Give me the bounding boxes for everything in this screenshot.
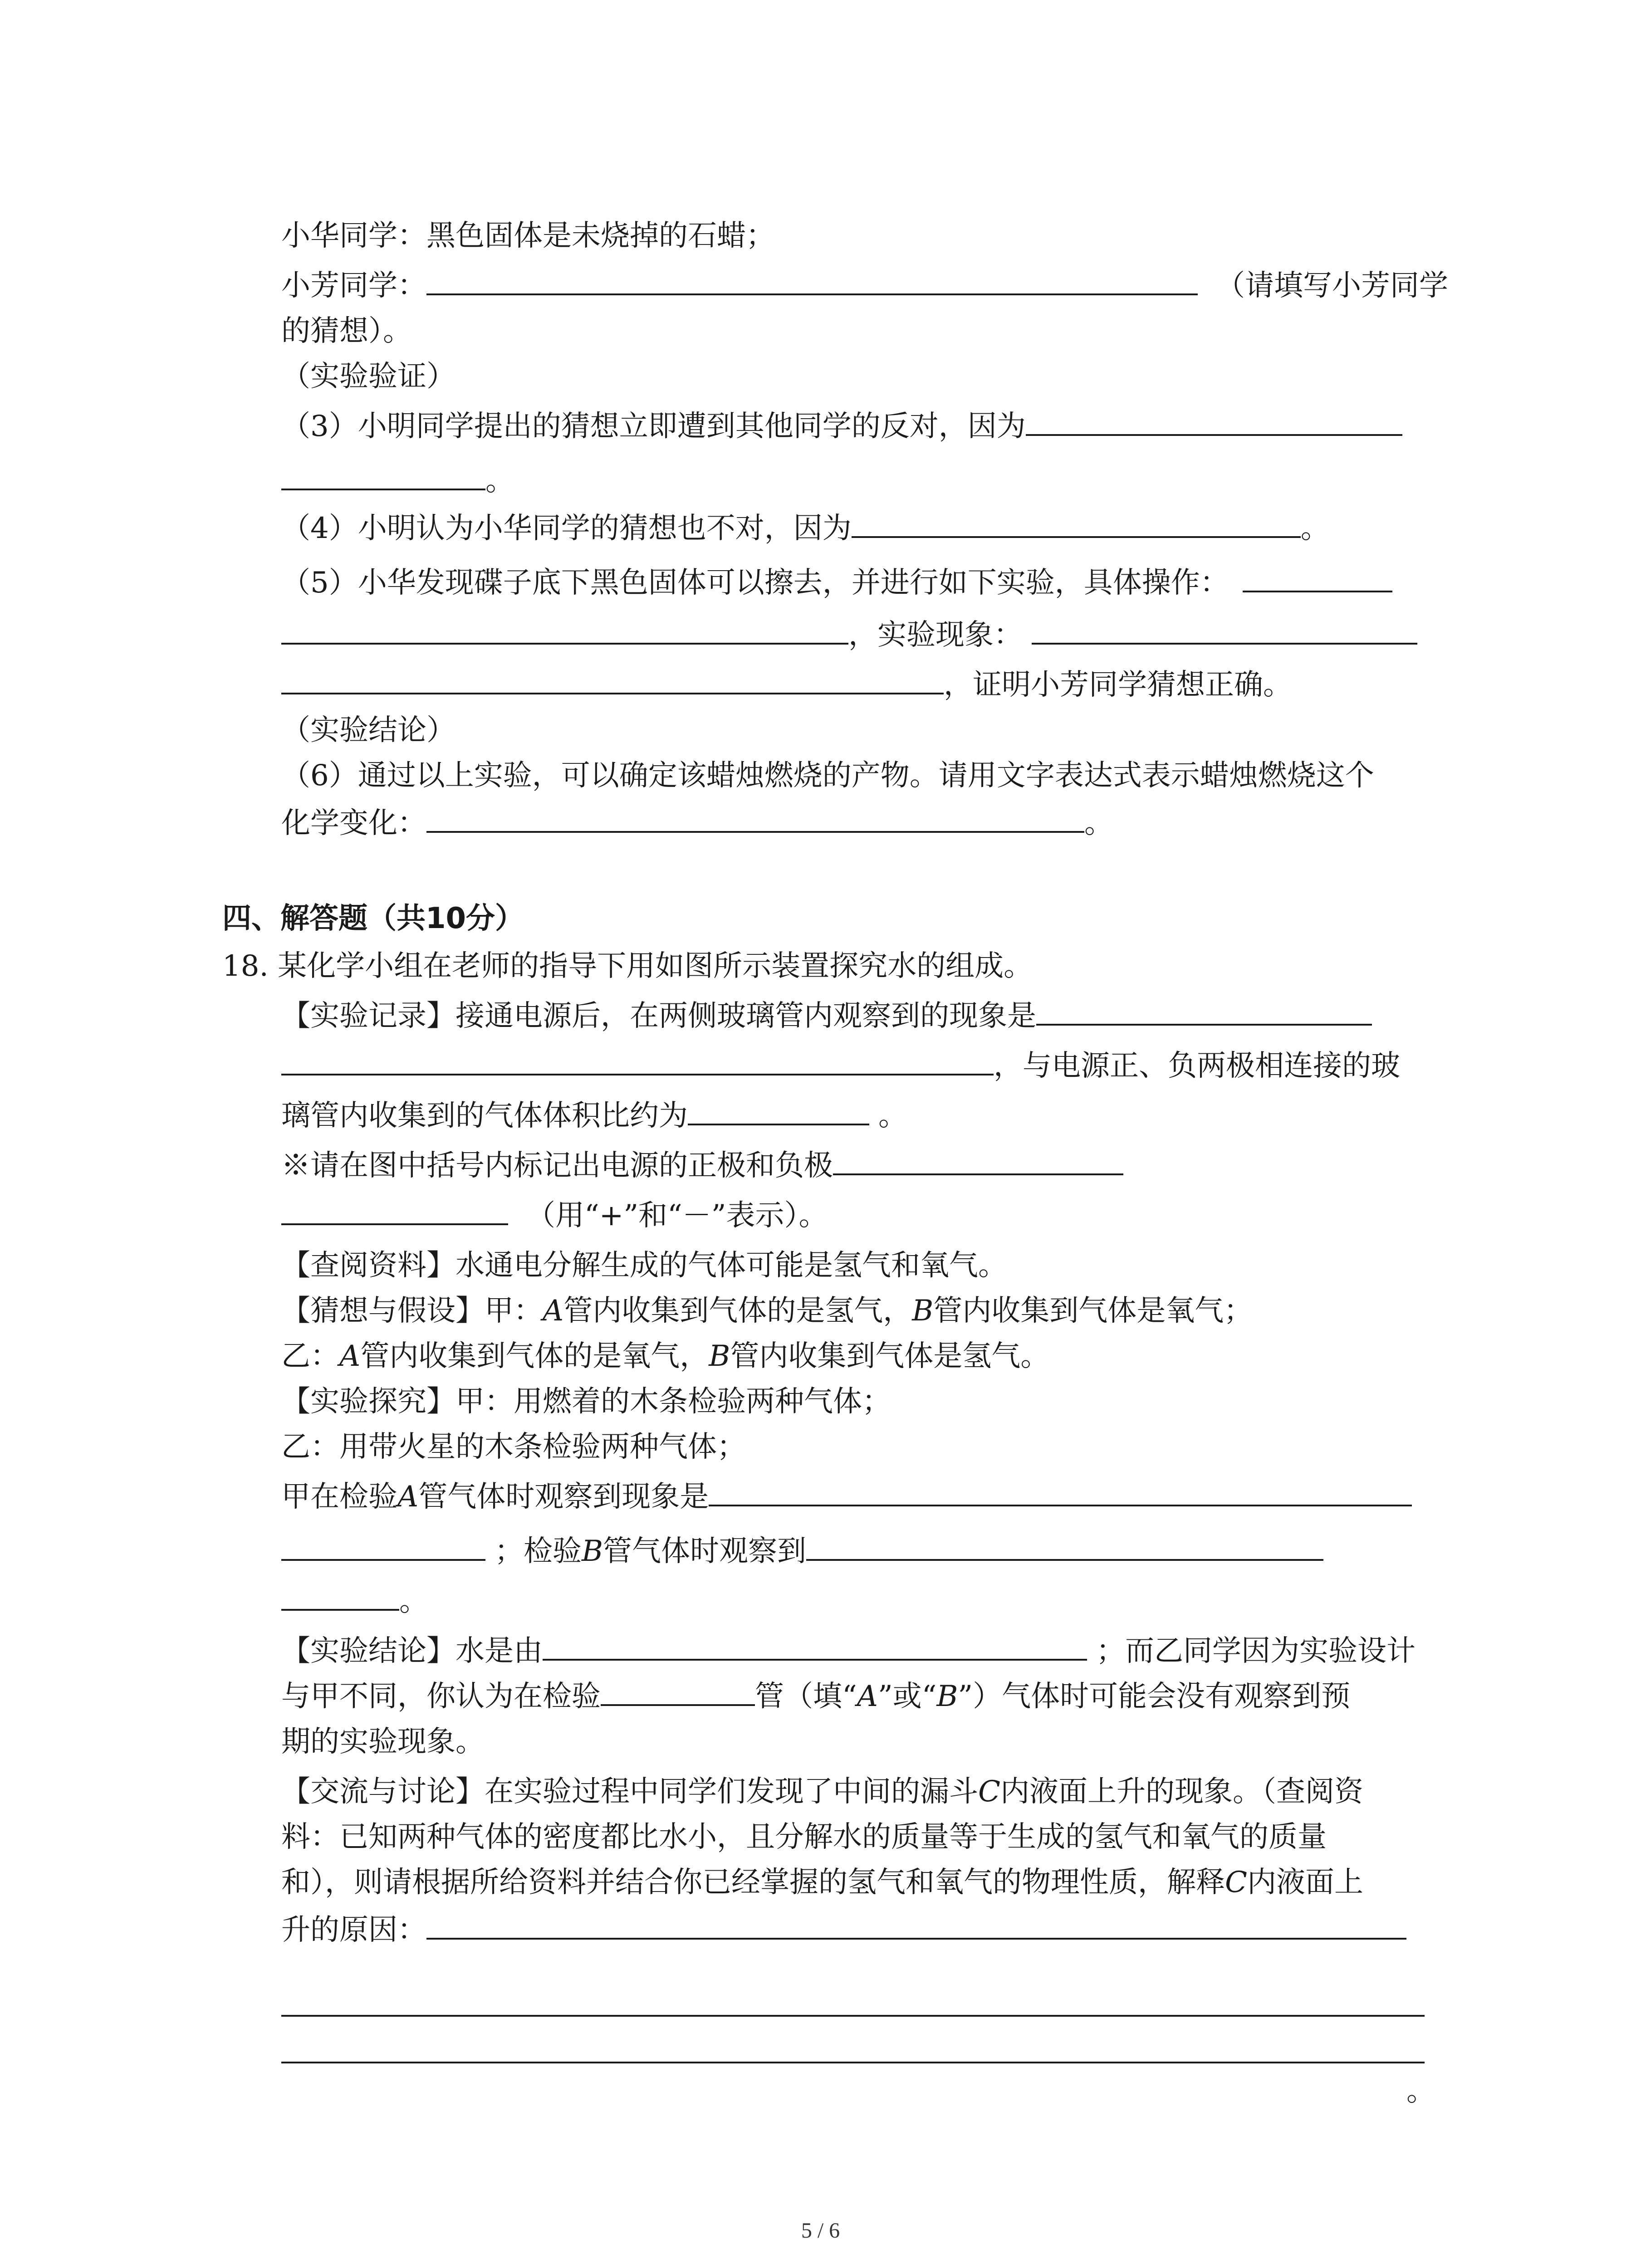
answer-blank-q18-obs-a1[interactable] — [709, 1479, 1412, 1506]
q18-lookup: 【查阅资料】水通电分解生成的气体可能是氢气和氧气。 — [281, 1249, 1007, 1282]
answer-blank-q18-tube[interactable] — [601, 1679, 755, 1706]
hyp2-text-b: 管内收集到气体是氢气。 — [730, 1339, 1050, 1373]
q18-explore-2: 乙：用带火星的木条检验两种气体； — [281, 1430, 746, 1464]
answer-blank-q3a[interactable] — [1026, 409, 1402, 436]
question-4-end: 。 — [1300, 512, 1330, 545]
q18-conclusion — [281, 1633, 1416, 1669]
xiaofang-prefix: 小芳同学： — [281, 269, 426, 303]
obs-b-text: 管气体时观察到 — [603, 1535, 807, 1568]
answer-blank-q5d[interactable] — [281, 667, 944, 694]
concl-label: 【实验结论】水是由 — [281, 1634, 543, 1668]
concl-text-b: ；而乙同学因为实验设计 — [1096, 1634, 1416, 1668]
answer-blank-q6[interactable] — [426, 806, 1084, 833]
answer-blank-q5c[interactable] — [1032, 617, 1417, 645]
xiaofang-guess-cont: 的猜想）。 — [281, 314, 412, 348]
letter-c: C — [1225, 1866, 1247, 1899]
answer-blank-q18-obs-b1[interactable] — [806, 1534, 1323, 1561]
answer-blank-q18-reason-c[interactable] — [281, 2062, 1425, 2063]
concl-text-c: 与甲不同，你认为在检验 — [281, 1680, 601, 1713]
page-number: 5 / 6 — [801, 2219, 840, 2243]
concl-text-e: ”或“ — [877, 1680, 937, 1713]
obs-end: 。 — [399, 1584, 428, 1618]
verify-heading: （实验验证） — [281, 360, 456, 393]
letter-b: B — [709, 1339, 730, 1373]
hyp2-label: 乙： — [281, 1339, 339, 1373]
answer-blank-q18-reason-a[interactable] — [426, 1912, 1406, 1940]
question-4 — [281, 510, 1330, 547]
answer-blank-q18-phenomenon-b[interactable] — [281, 1048, 994, 1075]
q18-record — [281, 998, 1372, 1034]
hyp1-text-b: 管内收集到气体是氧气； — [933, 1294, 1253, 1328]
hyp1-label: 【猜想与假设】甲： — [281, 1294, 543, 1328]
q18-observe-a — [281, 1479, 1412, 1515]
question-5-line3 — [281, 667, 1292, 703]
q18-explore-1: 【实验探究】甲：用燃着的木条检验两种气体； — [281, 1385, 891, 1418]
question-3-cont — [281, 463, 514, 499]
question-6-line2 — [281, 805, 1113, 841]
q18-record-end: 。 — [878, 1099, 907, 1133]
xiaofang-guess — [281, 268, 1448, 304]
hyp1-text-a: 管内收集到气体的是氢气， — [563, 1294, 912, 1328]
letter-a: A — [543, 1294, 564, 1328]
obs-b-label: ；检验 — [495, 1535, 582, 1568]
answer-blank-q18-phenomenon-a[interactable] — [1036, 998, 1372, 1026]
letter-b: B — [912, 1294, 934, 1328]
letter-b: B — [582, 1535, 603, 1568]
q18-discussion — [281, 1774, 1363, 1810]
q18-discussion-end: 。 — [1406, 2074, 1435, 2108]
answer-blank-q18-obs-b2[interactable] — [281, 1584, 399, 1611]
xiaofang-suffix: （请填写小芳同学 — [1216, 269, 1448, 303]
letter-c: C — [978, 1775, 1000, 1809]
disc-text-b: 内液面上升的现象。（查阅资 — [1000, 1775, 1363, 1809]
conclusion-heading: （实验结论） — [281, 714, 456, 747]
q18-mark-label: ※请在图中括号内标记出电源的正极和负极 — [281, 1149, 833, 1183]
q18-discussion-line3 — [281, 1864, 1363, 1901]
disc-text-f: 升的原因： — [281, 1913, 426, 1947]
answer-blank-q18-obs-a2[interactable] — [281, 1534, 485, 1561]
question-5-mid: ，实验现象： — [848, 618, 1023, 652]
question-3 — [281, 408, 1402, 445]
q18-conclusion-line2 — [281, 1678, 1350, 1715]
letter-a: A — [857, 1680, 878, 1713]
answer-blank-q18-poles-b[interactable] — [281, 1198, 508, 1225]
concl-text-f: ”）气体时可能会没有观察到预 — [958, 1680, 1351, 1713]
answer-blank-q4[interactable] — [852, 511, 1301, 538]
concl-text-d: 管（填“ — [755, 1680, 857, 1713]
answer-blank-q18-composition[interactable] — [543, 1633, 1087, 1661]
letter-a: A — [397, 1480, 419, 1514]
q18-volume-ratio-label: 璃管内收集到的气体体积比约为 — [281, 1099, 688, 1133]
answer-blank-q18-poles-a[interactable] — [833, 1148, 1123, 1175]
answer-blank-q18-ratio[interactable] — [688, 1098, 869, 1125]
q18-conclusion-line3: 期的实验现象。 — [281, 1725, 485, 1759]
letter-b: B — [936, 1680, 958, 1713]
q18-record-line3 — [281, 1098, 907, 1134]
question-4-text: （4）小明认为小华同学的猜想也不对，因为 — [281, 512, 852, 545]
question-6-line2-label: 化学变化： — [281, 807, 426, 840]
question-5-end: ，证明小芳同学猜想正确。 — [944, 668, 1292, 702]
xiaohua-guess: 小华同学：黑色固体是未烧掉的石蜡； — [281, 219, 775, 253]
q18-hypothesis-2 — [281, 1338, 1049, 1374]
q18-mark-poles — [281, 1148, 1123, 1184]
obs-a-label: 甲在检验 — [281, 1480, 397, 1514]
disc-text-a: 【交流与讨论】在实验过程中同学们发现了中间的漏斗 — [281, 1775, 978, 1809]
answer-blank-q5a[interactable] — [1243, 565, 1392, 592]
hyp2-text-a: 管内收集到气体的是氧气， — [360, 1339, 709, 1373]
question-18-intro: 18. 某化学小组在老师的指导下用如图所示装置探究水的组成。 — [222, 949, 1033, 983]
answer-blank-q18-reason-b[interactable] — [281, 2015, 1425, 2017]
disc-text-d: 和），则请根据所给资料并结合你已经掌握的氢气和氧气的物理性质，解释 — [281, 1866, 1225, 1899]
q18-observe-end — [281, 1583, 428, 1619]
q18-discussion-line4 — [281, 1912, 1406, 1948]
section-heading: 四、解答题（共10分） — [222, 902, 524, 935]
question-3-text: （3）小明同学提出的猜想立即遭到其他同学的反对，因为 — [281, 410, 1026, 443]
q18-mark-note: （用“+”和“－”表示）。 — [526, 1199, 828, 1232]
disc-text-e: 内液面上 — [1247, 1866, 1363, 1899]
question-5-text: （5）小华发现碟子底下黑色固体可以擦去，并进行如下实验，具体操作： — [281, 566, 1229, 600]
question-6: （6）通过以上实验，可以确定该蜡烛燃烧的产物。请用文字表达式表示蜡烛燃烧这个 — [281, 759, 1374, 792]
question-6-end: 。 — [1084, 807, 1113, 840]
q18-hypothesis-1 — [281, 1293, 1253, 1329]
question-5-line2 — [281, 617, 1417, 653]
question-3-end: 。 — [485, 464, 514, 498]
q18-record-label: 【实验记录】接通电源后，在两侧玻璃管内观察到的现象是 — [281, 999, 1036, 1033]
q18-discussion-line2: 料：已知两种气体的密度都比水小，且分解水的质量等于生成的氢气和氧气的质量 — [281, 1820, 1327, 1854]
letter-a: A — [339, 1339, 361, 1373]
q18-record-cont: ，与电源正、负两极相连接的玻 — [994, 1049, 1400, 1083]
q18-observe-b — [281, 1533, 1323, 1569]
answer-blank-xiaofang[interactable] — [426, 268, 1198, 295]
question-5 — [281, 565, 1392, 601]
obs-a-text: 管气体时观察到现象是 — [418, 1480, 709, 1514]
answer-blank-q5b[interactable] — [281, 617, 848, 645]
q18-record-line2 — [281, 1048, 1400, 1084]
q18-mark-poles-line2 — [281, 1198, 828, 1234]
answer-blank-q3b[interactable] — [281, 463, 485, 490]
